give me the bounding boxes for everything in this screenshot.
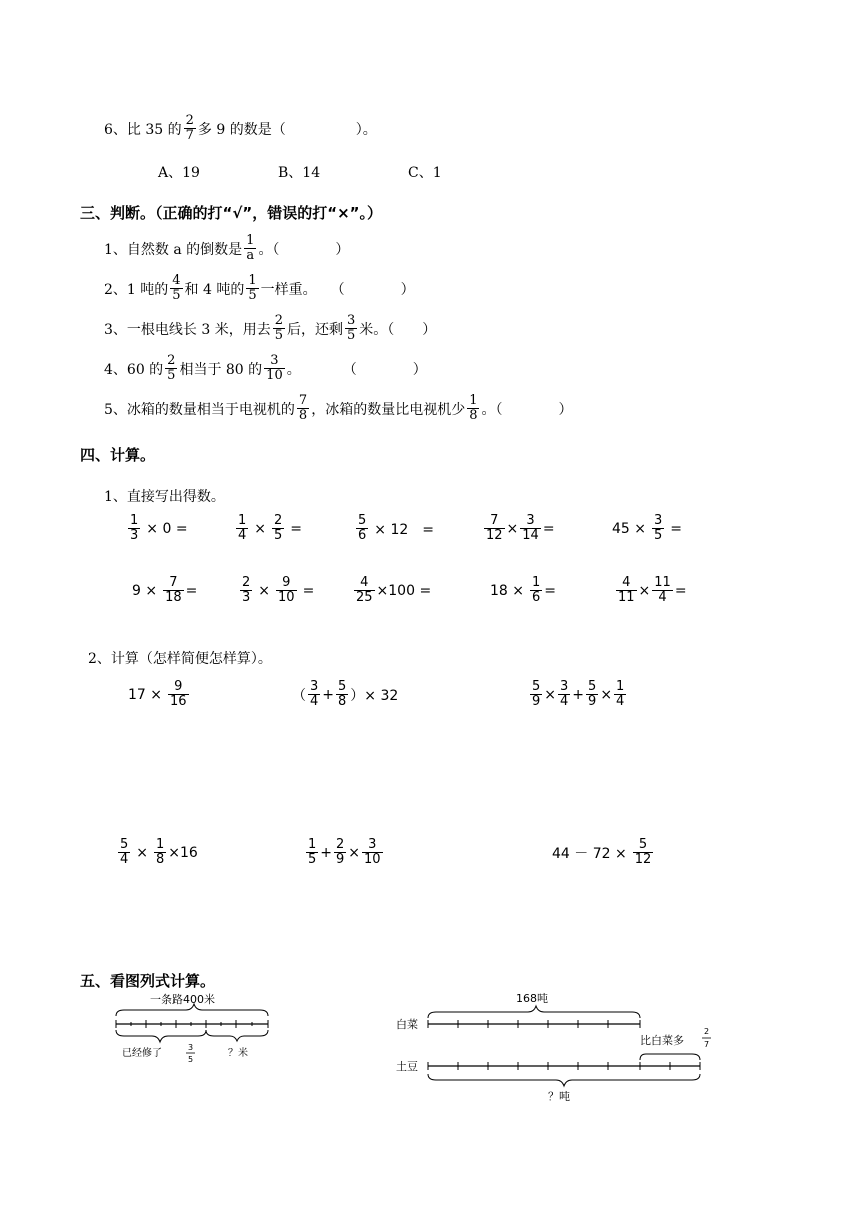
calc-simplify-5: $\frac{1}{5}$ + $\frac{2}{9}$ × $\frac{3}{10}$ xyxy=(308,837,381,868)
calc-simplify-1: 17 × $\frac{9}{16}$ xyxy=(128,679,187,710)
calc-simplify-3: $\frac{5}{9}$ × $\frac{3}{4}$ + $\frac{5}{9}$ × $\frac{1}{4}$ xyxy=(532,679,625,710)
q6-post: 多 9 的数是（ ）。 xyxy=(197,121,377,138)
built-label: 已经修了 xyxy=(122,1048,162,1059)
road-diagram xyxy=(108,988,278,1068)
q6-option-c: C、1 xyxy=(408,165,442,181)
calc-simplify-2: （ $\frac{3}{4}$ + $\frac{5}{8}$ ）× 32 xyxy=(292,679,399,710)
section5-title: 五、看图列式计算。 xyxy=(80,972,216,990)
fraction: $\frac{1}{8}$ xyxy=(469,393,478,424)
potato-brace xyxy=(428,1074,700,1086)
calc-r1-a: $\frac{1}{3}$ × 0 = xyxy=(130,513,188,544)
fraction: $\frac{2}{5}$ xyxy=(167,353,176,384)
calc-r1-d: $\frac{7}{12}$ × $\frac{3}{14}$ = xyxy=(486,513,555,544)
potato-label: 土豆 xyxy=(396,1060,418,1073)
calc-r2-e: $\frac{4}{11}$ × $\frac{11}{4}$ = xyxy=(618,575,687,606)
q6-option-a: A、19 xyxy=(158,165,200,181)
judge-item-2: 2、1 吨的 $\frac{4}{5}$ 和 4 吨的 $\frac{1}{5}$ 一样重。 （ ） xyxy=(104,273,415,304)
q6-fraction: $\frac{2}{7}$ xyxy=(185,113,194,144)
svg-text:5: 5 xyxy=(188,1055,194,1064)
remaining-label: ？米 xyxy=(228,1048,248,1059)
calc-r1-c: $\frac{5}{6}$ × 12 = xyxy=(358,513,435,544)
compare-label: 比白菜多 xyxy=(640,1034,684,1047)
judge-item-1: 1、自然数 a 的倒数是 $\frac{1}{a}$ 。（ ） xyxy=(104,233,350,264)
fraction: $\frac{4}{5}$ xyxy=(172,273,181,304)
calc-r2-c: $\frac{4}{25}$ ×100 = xyxy=(356,575,432,606)
section3-title: 三、判断。（正确的打“√”，错误的打“×”。） xyxy=(80,204,383,222)
potato-unknown-label: ？吨 xyxy=(548,1090,570,1103)
section4-sub2: 2、计算（怎样简便怎样算）。 xyxy=(88,651,272,667)
q6-option-b: B、14 xyxy=(278,165,321,181)
fraction: $\frac{1}{5}$ xyxy=(248,273,257,304)
section4-title: 四、计算。 xyxy=(80,446,156,464)
calc-r2-a: 9 × $\frac{7}{18}$ = xyxy=(132,575,198,606)
section4-sub1: 1、直接写出得数。 xyxy=(104,489,225,505)
fraction: $\frac{3}{10}$ xyxy=(266,353,283,384)
vegetable-diagram xyxy=(388,986,718,1106)
fraction: $\frac{7}{8}$ xyxy=(298,393,308,424)
extra-brace xyxy=(640,1054,700,1060)
judge-item-4: 4、60 的 $\frac{2}{5}$ 相当于 80 的 $\frac{3}{10}$ 。 （ ） xyxy=(104,353,427,384)
calc-r1-e: 45 × $\frac{3}{5}$ = xyxy=(612,513,683,544)
calc-simplify-6: 44 － 72 × $\frac{5}{12}$ xyxy=(552,837,652,868)
cabbage-total-label: 168吨 xyxy=(516,992,548,1005)
svg-text:7: 7 xyxy=(704,1040,710,1049)
cabbage-label: 白菜 xyxy=(396,1018,418,1031)
cabbage-brace xyxy=(428,1006,640,1018)
svg-text:3: 3 xyxy=(188,1043,194,1052)
remaining-brace xyxy=(206,1030,268,1041)
q6-pre: 6、比 35 的 xyxy=(104,121,182,138)
calc-r2-d: 18 × $\frac{1}{6}$ = xyxy=(490,575,557,606)
judge-item-5: 5、冰箱的数量相当于电视机的 $\frac{7}{8}$ ，冰箱的数量比电视机少 $\frac{1}{8}$ 。（ ） xyxy=(104,393,573,424)
calc-simplify-4: $\frac{5}{4}$ × $\frac{1}{8}$ ×16 xyxy=(120,837,198,868)
fraction: $\frac{3}{5}$ xyxy=(347,313,356,344)
q6-line xyxy=(104,114,377,144)
judge-item-3: 3、一根电线长 3 米，用去 $\frac{2}{5}$ 后，还剩 $\frac{3}{5}$ 米。（ ） xyxy=(104,313,437,344)
calc-r2-b: $\frac{2}{3}$ × $\frac{9}{10}$ = xyxy=(242,575,315,606)
calc-r1-b: $\frac{1}{4}$ × $\frac{2}{5}$ = xyxy=(238,513,303,544)
svg-text:2: 2 xyxy=(704,1027,710,1036)
road-total-label: 一条路400米 xyxy=(150,993,215,1006)
fraction: $\frac{1}{a}$ xyxy=(246,233,255,264)
fraction: $\frac{2}{5}$ xyxy=(274,313,283,344)
built-brace xyxy=(116,1030,206,1042)
